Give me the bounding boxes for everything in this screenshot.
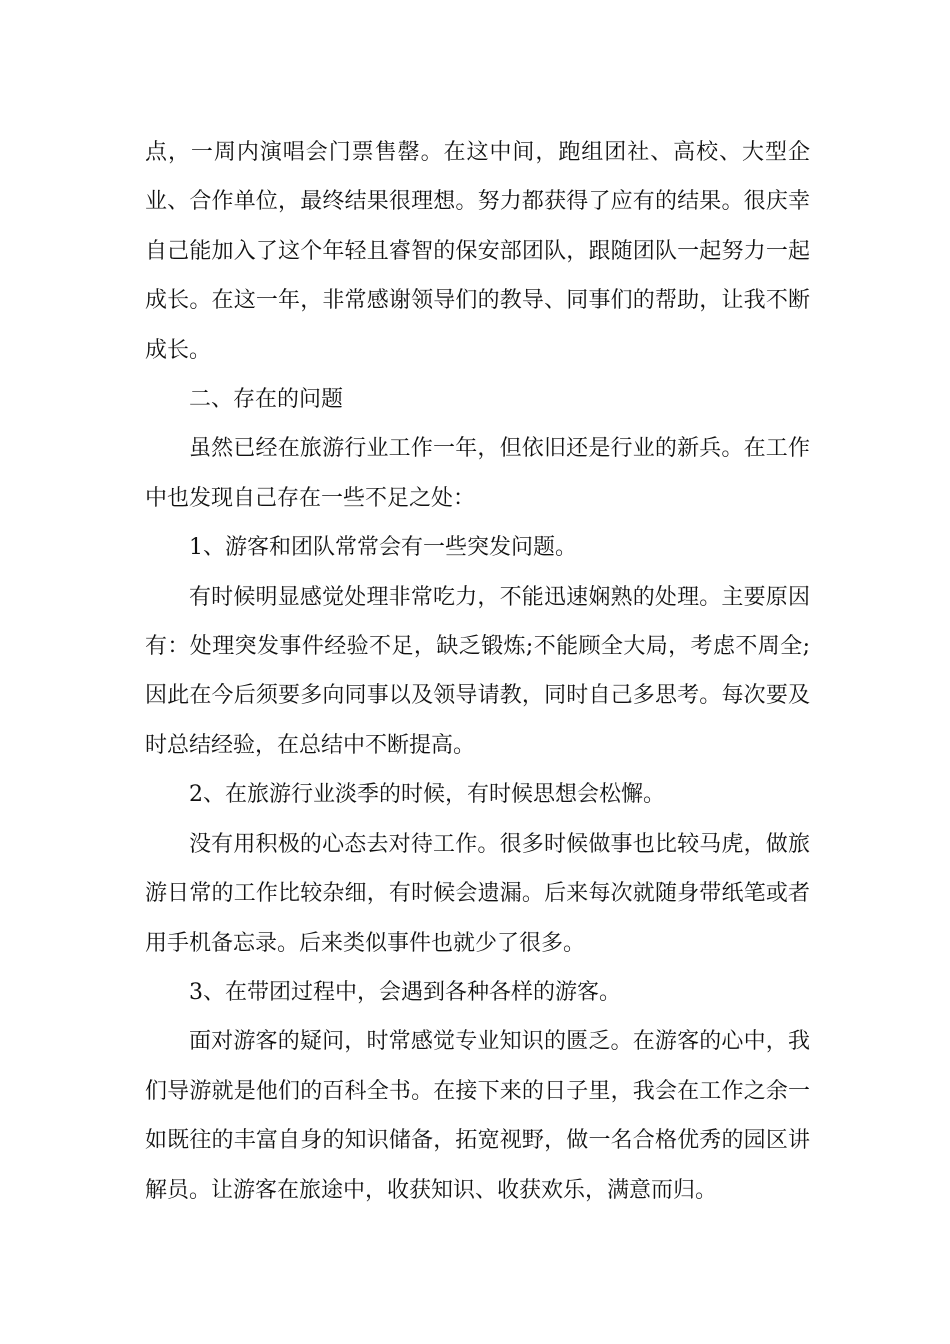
section-heading-problems: 二、存在的问题 — [189, 387, 344, 413]
list-item-heading-2: 2、在旅游行业淡季的时候，有时候思想会松懈。 — [189, 782, 665, 808]
list-item-heading-3: 3、在带团过程中，会遇到各种各样的游客。 — [189, 979, 621, 1005]
document-body — [145, 128, 810, 1215]
paragraph-intro: 虽然已经在旅游行业工作一年，但依旧还是行业的新兵。在工作中也发现自己存在一些不足之处： — [145, 436, 810, 511]
list-item-heading-1: 1、游客和团队常常会有一些突发问题。 — [189, 535, 577, 561]
paragraph-item-1: 有时候明显感觉处理非常吃力，不能迅速娴熟的处理。主要原因有：处理突发事件经验不足，缺乏锻炼;不能顾全大局，考虑不周全;因此在今后须要多向同事以及领导请教，同时自己多思考。每次要及时总结经验，在总结中不断提高。 — [145, 584, 810, 758]
paragraph-item-2: 没有用积极的心态去对待工作。很多时候做事也比较马虎，做旅游日常的工作比较杂细，有时候会遗漏。后来每次就随身带纸笔或者用手机备忘录。后来类似事件也就少了很多。 — [145, 831, 810, 956]
paragraph-item-3: 面对游客的疑问，时常感觉专业知识的匮乏。在游客的心中，我们导游就是他们的百科全书。在接下来的日子里，我会在工作之余一如既往的丰富自身的知识储备，拓宽视野，做一名合格优秀的园区讲解员。让游客在旅途中，收获知识、收获欢乐，满意而归。 — [145, 1029, 810, 1203]
paragraph-continuation: 点，一周内演唱会门票售罄。在这中间，跑组团社、高校、大型企业、合作单位，最终结果很理想。努力都获得了应有的结果。很庆幸自己能加入了这个年轻且睿智的保安部团队，跟随团队一起努力一起成长。在这一年，非常感谢领导们的教导、同事们的帮助，让我不断成长。 — [145, 140, 810, 363]
